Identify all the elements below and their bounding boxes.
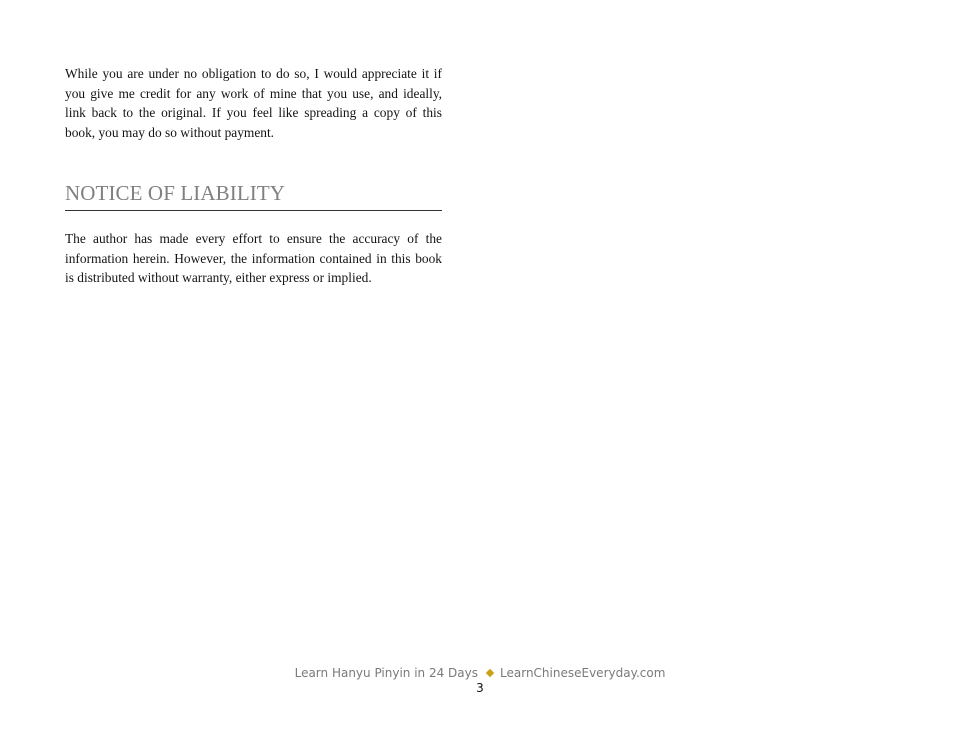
diamond-icon bbox=[486, 669, 494, 677]
footer-line bbox=[0, 665, 960, 681]
text-column bbox=[65, 64, 442, 288]
liability-paragraph: The author has made every effort to ensure the accuracy of the information herein. However, the information contained in this book is distributed without warranty, either express or implied. bbox=[65, 230, 442, 286]
page-footer bbox=[0, 665, 960, 695]
footer-book-title: Learn Hanyu Pinyin in 24 Days bbox=[294, 666, 479, 680]
page-number: 3 bbox=[476, 681, 484, 695]
credit-paragraph: While you are under no obligation to do so, I would appreciate it if you give me credit for any work of mine that you use, and ideally, link back to the original. If you feel like spreading a copy of this book, you may do so without payment. bbox=[65, 66, 442, 141]
footer-website: LearnChineseEveryday.com bbox=[500, 666, 666, 680]
section-heading: NOTICE OF LIABILITY bbox=[65, 181, 442, 211]
